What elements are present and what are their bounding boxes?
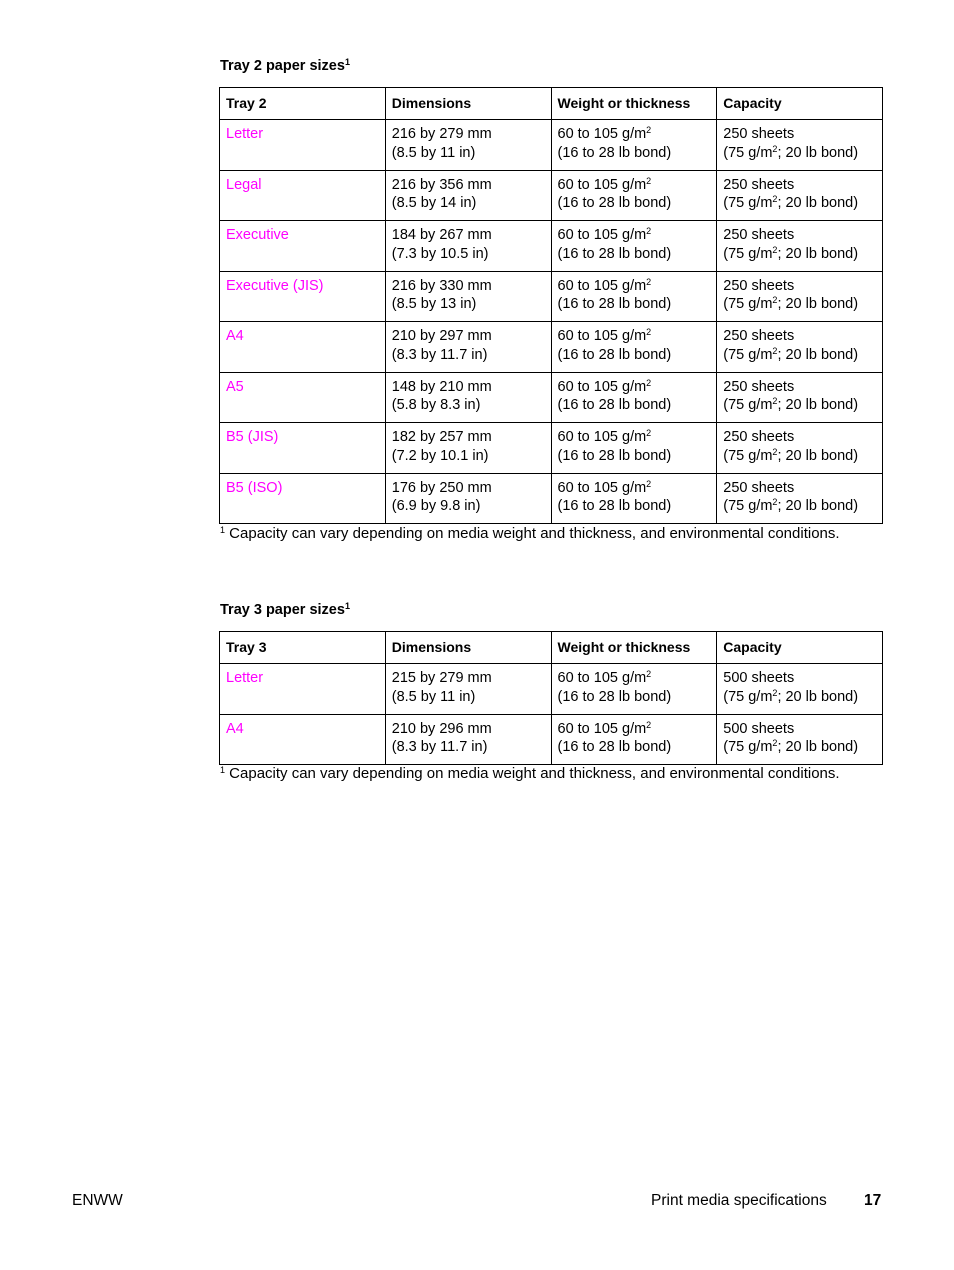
paper-size-link[interactable]: A5 [220,372,386,423]
footer-section-title: Print media specifications [651,1192,827,1209]
dimensions-cell: 182 by 257 mm (7.2 by 10.1 in) [385,423,551,474]
capacity-cell: 250 sheets (75 $g/m^2$; 20 lb bond) [717,120,883,171]
dimensions-cell: 216 by 330 mm (8.5 by 13 in) [385,271,551,322]
table-row [220,372,883,423]
table-row [220,322,883,373]
capacity-cell: 250 sheets (75 $g/m^2$; 20 lb bond) [717,423,883,474]
column-header-weight: Weight or thickness [551,88,717,120]
paper-size-link[interactable]: Executive [220,221,386,272]
dimensions-cell: 216 by 279 mm (8.5 by 11 in) [385,120,551,171]
table-row [220,714,883,765]
capacity-cell: 250 sheets (75 $g/m^2$; 20 lb bond) [717,170,883,221]
weight-cell: 60 to 105 $g/m^2$ (16 to 28 lb bond) [551,372,717,423]
dimensions-cell: 210 by 296 mm (8.3 by 11.7 in) [385,714,551,765]
tray2-table [219,87,883,524]
weight-cell: 60 to 105 $g/m^2$ (16 to 28 lb bond) [551,120,717,171]
dimensions-cell: 215 by 279 mm (8.5 by 11 in) [385,664,551,715]
weight-cell: 60 to 105 $g/m^2$ (16 to 28 lb bond) [551,714,717,765]
tray3-footnote: $^1$ Capacity can vary depending on media weight and thickness, and environmental conditions. [220,765,840,782]
capacity-cell: 250 sheets (75 $g/m^2$; 20 lb bond) [717,271,883,322]
footer-left: ENWW [72,1192,123,1209]
column-header-dimensions: Dimensions [385,632,551,664]
tray2-footnote: $^1$ Capacity can vary depending on media weight and thickness, and environmental conditions. [220,525,840,542]
weight-cell: 60 to 105 $g/m^2$ (16 to 28 lb bond) [551,664,717,715]
paper-size-link[interactable]: Legal [220,170,386,221]
weight-cell: 60 to 105 $g/m^2$ (16 to 28 lb bond) [551,221,717,272]
tray3-table [219,631,883,765]
paper-size-link[interactable]: A4 [220,714,386,765]
weight-cell: 60 to 105 $g/m^2$ (16 to 28 lb bond) [551,170,717,221]
table-row [220,271,883,322]
weight-cell: 60 to 105 $g/m^2$ (16 to 28 lb bond) [551,322,717,373]
table-row [220,170,883,221]
paper-size-link[interactable]: A4 [220,322,386,373]
table-row [220,664,883,715]
column-header-weight: Weight or thickness [551,632,717,664]
dimensions-cell: 184 by 267 mm (7.3 by 10.5 in) [385,221,551,272]
capacity-cell: 250 sheets (75 $g/m^2$; 20 lb bond) [717,372,883,423]
dimensions-cell: 210 by 297 mm (8.3 by 11.7 in) [385,322,551,373]
table-row [220,423,883,474]
column-header-capacity: Capacity [717,632,883,664]
paper-size-link[interactable]: Letter [220,664,386,715]
capacity-cell: 500 sheets (75 $g/m^2$; 20 lb bond) [717,714,883,765]
paper-size-link[interactable]: Executive (JIS) [220,271,386,322]
table-header-row [220,632,883,664]
column-header-tray: Tray 2 [220,88,386,120]
table-header-row [220,88,883,120]
column-header-dimensions: Dimensions [385,88,551,120]
page-number: 17 [864,1192,882,1209]
capacity-cell: 500 sheets (75 $g/m^2$; 20 lb bond) [717,664,883,715]
tray2-heading: Tray 2 paper sizes$^1$ [220,57,350,74]
capacity-cell: 250 sheets (75 $g/m^2$; 20 lb bond) [717,473,883,524]
tray3-heading: Tray 3 paper sizes$^1$ [220,601,350,618]
dimensions-cell: 148 by 210 mm (5.8 by 8.3 in) [385,372,551,423]
weight-cell: 60 to 105 $g/m^2$ (16 to 28 lb bond) [551,423,717,474]
table-row [220,473,883,524]
table-row [220,120,883,171]
dimensions-cell: 216 by 356 mm (8.5 by 14 in) [385,170,551,221]
paper-size-link[interactable]: Letter [220,120,386,171]
paper-size-link[interactable]: B5 (JIS) [220,423,386,474]
table-row [220,221,883,272]
dimensions-cell: 176 by 250 mm (6.9 by 9.8 in) [385,473,551,524]
column-header-tray: Tray 3 [220,632,386,664]
weight-cell: 60 to 105 $g/m^2$ (16 to 28 lb bond) [551,271,717,322]
weight-cell: 60 to 105 $g/m^2$ (16 to 28 lb bond) [551,473,717,524]
paper-size-link[interactable]: B5 (ISO) [220,473,386,524]
capacity-cell: 250 sheets (75 $g/m^2$; 20 lb bond) [717,322,883,373]
capacity-cell: 250 sheets (75 $g/m^2$; 20 lb bond) [717,221,883,272]
column-header-capacity: Capacity [717,88,883,120]
